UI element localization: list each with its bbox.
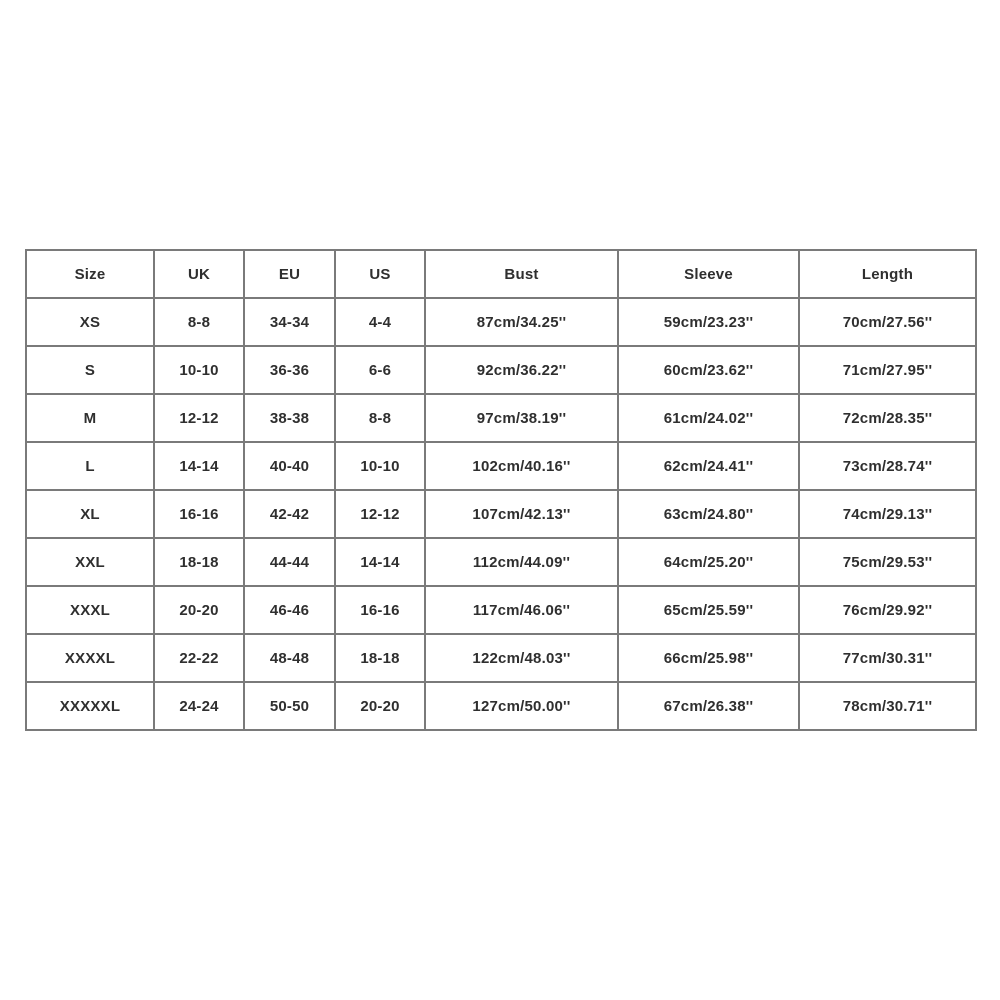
table-cell: M xyxy=(26,394,154,442)
table-cell: 12-12 xyxy=(335,490,425,538)
table-cell: XXXXL xyxy=(26,634,154,682)
table-cell: 42-42 xyxy=(244,490,335,538)
table-cell: 38-38 xyxy=(244,394,335,442)
table-cell: 10-10 xyxy=(154,346,244,394)
table-cell: L xyxy=(26,442,154,490)
table-cell: 16-16 xyxy=(154,490,244,538)
table-cell: XXXXXL xyxy=(26,682,154,730)
table-cell: 122cm/48.03'' xyxy=(425,634,618,682)
table-cell: 63cm/24.80'' xyxy=(618,490,799,538)
table-cell: 74cm/29.13'' xyxy=(799,490,976,538)
column-header: US xyxy=(335,250,425,298)
table-cell: 50-50 xyxy=(244,682,335,730)
size-chart-table xyxy=(25,249,977,731)
table-cell: 75cm/29.53'' xyxy=(799,538,976,586)
table-cell: 14-14 xyxy=(154,442,244,490)
table-cell: 62cm/24.41'' xyxy=(618,442,799,490)
table-cell: 67cm/26.38'' xyxy=(618,682,799,730)
table-cell: 16-16 xyxy=(335,586,425,634)
table-cell: 92cm/36.22'' xyxy=(425,346,618,394)
table-cell: 97cm/38.19'' xyxy=(425,394,618,442)
table-cell: 20-20 xyxy=(154,586,244,634)
table-cell: 4-4 xyxy=(335,298,425,346)
table-cell: 70cm/27.56'' xyxy=(799,298,976,346)
table-cell: 34-34 xyxy=(244,298,335,346)
table-cell: XXXL xyxy=(26,586,154,634)
table-cell: 107cm/42.13'' xyxy=(425,490,618,538)
table-cell: 72cm/28.35'' xyxy=(799,394,976,442)
table-cell: 22-22 xyxy=(154,634,244,682)
column-header: Sleeve xyxy=(618,250,799,298)
table-row xyxy=(26,538,976,586)
column-header: Length xyxy=(799,250,976,298)
table-cell: 61cm/24.02'' xyxy=(618,394,799,442)
table-cell: 112cm/44.09'' xyxy=(425,538,618,586)
table-cell: 48-48 xyxy=(244,634,335,682)
table-row xyxy=(26,298,976,346)
table-row xyxy=(26,490,976,538)
column-header: Bust xyxy=(425,250,618,298)
table-cell: 14-14 xyxy=(335,538,425,586)
table-cell: 46-46 xyxy=(244,586,335,634)
table-cell: 44-44 xyxy=(244,538,335,586)
table-cell: 6-6 xyxy=(335,346,425,394)
table-cell: 18-18 xyxy=(335,634,425,682)
table-row xyxy=(26,682,976,730)
table-cell: XS xyxy=(26,298,154,346)
table-row xyxy=(26,586,976,634)
table-header-row xyxy=(26,250,976,298)
table-row xyxy=(26,394,976,442)
column-header: UK xyxy=(154,250,244,298)
table-body xyxy=(26,298,976,730)
column-header: Size xyxy=(26,250,154,298)
table-cell: 59cm/23.23'' xyxy=(618,298,799,346)
table-cell: 78cm/30.71'' xyxy=(799,682,976,730)
table-cell: 8-8 xyxy=(154,298,244,346)
table-cell: 60cm/23.62'' xyxy=(618,346,799,394)
table-cell: 12-12 xyxy=(154,394,244,442)
table-cell: 65cm/25.59'' xyxy=(618,586,799,634)
table-cell: 102cm/40.16'' xyxy=(425,442,618,490)
table-cell: 71cm/27.95'' xyxy=(799,346,976,394)
table-cell: 18-18 xyxy=(154,538,244,586)
table-cell: 87cm/34.25'' xyxy=(425,298,618,346)
table-cell: 20-20 xyxy=(335,682,425,730)
table-cell: 8-8 xyxy=(335,394,425,442)
column-header: EU xyxy=(244,250,335,298)
table-cell: 64cm/25.20'' xyxy=(618,538,799,586)
table-cell: 40-40 xyxy=(244,442,335,490)
table-row xyxy=(26,346,976,394)
table-cell: 24-24 xyxy=(154,682,244,730)
table-row xyxy=(26,634,976,682)
table-cell: 10-10 xyxy=(335,442,425,490)
table-cell: 117cm/46.06'' xyxy=(425,586,618,634)
table-row xyxy=(26,442,976,490)
table-cell: 77cm/30.31'' xyxy=(799,634,976,682)
table-cell: S xyxy=(26,346,154,394)
table-cell: 127cm/50.00'' xyxy=(425,682,618,730)
table-cell: XL xyxy=(26,490,154,538)
table-cell: 36-36 xyxy=(244,346,335,394)
table-cell: 73cm/28.74'' xyxy=(799,442,976,490)
table-cell: 76cm/29.92'' xyxy=(799,586,976,634)
table-cell: 66cm/25.98'' xyxy=(618,634,799,682)
table-cell: XXL xyxy=(26,538,154,586)
